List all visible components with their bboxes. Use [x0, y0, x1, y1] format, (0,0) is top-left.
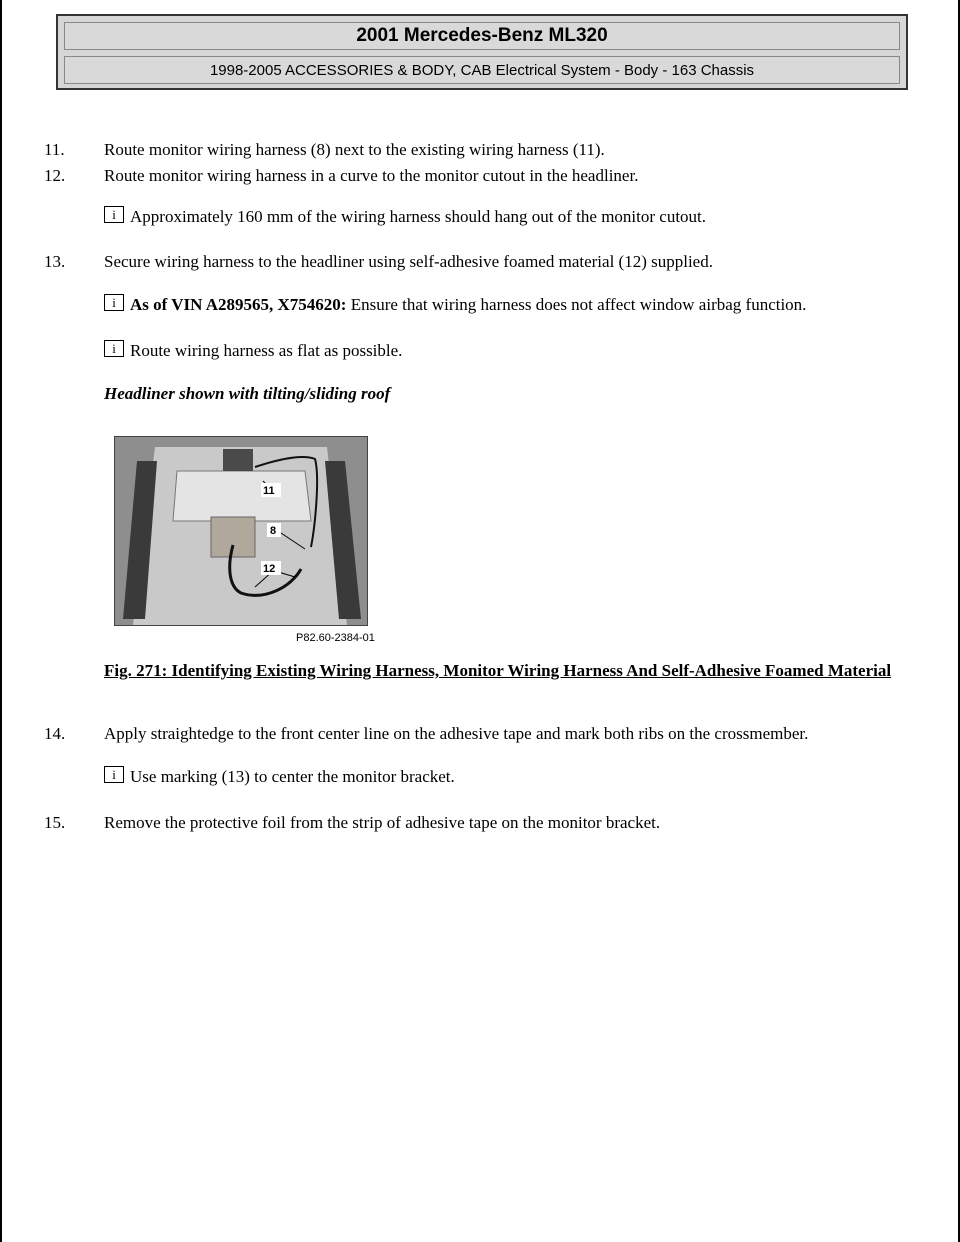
- figure-subheading: Headliner shown with tilting/sliding roof: [104, 384, 391, 403]
- headliner-figure: [114, 436, 368, 626]
- headliner-illustration: [115, 437, 367, 625]
- step-text: Remove the protective foil from the strip of adhesive tape on the monitor bracket.: [104, 813, 661, 832]
- note-text: Route wiring harness as flat as possible.: [130, 341, 403, 360]
- header-subtitle-bar: [64, 56, 900, 84]
- step-number: 12.: [44, 166, 66, 185]
- step-text: Apply straightedge to the front center line on the adhesive tape and mark both ribs on the crossmember.: [104, 724, 809, 743]
- figure-label-8: 8: [270, 525, 277, 537]
- info-icon: i: [104, 340, 124, 357]
- step-number: 13.: [44, 252, 66, 271]
- step-text: Secure wiring harness to the headliner using self-adhesive foamed material (12) supplied.: [104, 252, 713, 271]
- figure-label-11: 11: [263, 485, 275, 497]
- info-icon: i: [104, 294, 124, 311]
- header-title-bar: [64, 22, 900, 50]
- info-icon: i: [104, 206, 124, 223]
- step-number: 14.: [44, 724, 66, 743]
- header-subtitle: 1998-2005 ACCESSORIES & BODY, CAB Electrical System - Body - 163 Chassis: [209, 61, 755, 79]
- note-vin-text: Ensure that wiring harness does not affect window airbag function.: [346, 295, 807, 314]
- note-text: [130, 294, 806, 316]
- step-number: 11.: [44, 140, 65, 159]
- note-text: Approximately 160 mm of the wiring harness should hang out of the monitor cutout.: [130, 207, 707, 226]
- figure-code: P82.60-2384-01: [296, 632, 375, 644]
- info-icon: i: [104, 766, 124, 783]
- note-text: Use marking (13) to center the monitor bracket.: [130, 767, 455, 786]
- page-border-left: [0, 0, 2, 1242]
- step-text: Route monitor wiring harness in a curve to the monitor cutout in the headliner.: [104, 166, 639, 185]
- figure-label-12: 12: [263, 563, 276, 575]
- figure-caption[interactable]: Fig. 271: Identifying Existing Wiring Harness, Monitor Wiring Harness And Self-Adhesive Foamed Material: [104, 661, 892, 680]
- page-header: [56, 14, 908, 90]
- note-vin-label: As of VIN A289565, X754620:: [130, 295, 347, 314]
- step-text: Route monitor wiring harness (8) next to the existing wiring harness (11).: [104, 140, 605, 159]
- header-title: 2001 Mercedes-Benz ML320: [356, 25, 608, 46]
- step-number: 15.: [44, 813, 66, 832]
